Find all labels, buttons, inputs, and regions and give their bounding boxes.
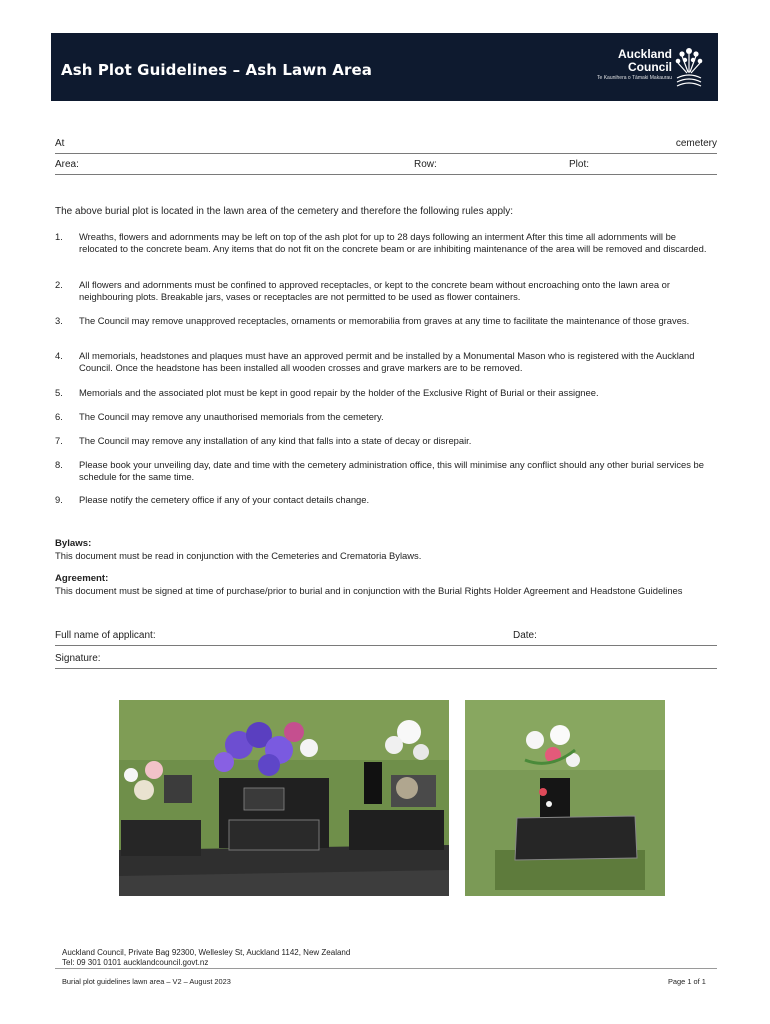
intro-text: The above burial plot is located in the lawn area of the cemetery and therefore the following rules apply: xyxy=(55,206,514,217)
address-line: Auckland Council, Private Bag 92300, Wellesley St, Auckland 1142, New Zealand xyxy=(62,948,351,957)
logo-name-line1: Auckland xyxy=(617,47,672,61)
date-label: Date: xyxy=(513,630,537,641)
at-label: At xyxy=(55,138,65,149)
single-plaque-photo xyxy=(465,700,665,896)
lawn-plaques-photo xyxy=(119,700,449,896)
rule-number: 1. xyxy=(55,231,63,242)
applicant-name-field[interactable] xyxy=(55,627,717,646)
rule-number: 5. xyxy=(55,387,63,398)
logo-tagline: Te Kaunihera o Tāmaki Makaurau xyxy=(597,75,672,81)
pohutukawa-icon xyxy=(674,45,704,91)
bylaws-text: This document must be read in conjunction with the Cemeteries and Crematoria Bylaws. xyxy=(55,550,422,561)
header-banner xyxy=(51,33,718,101)
rule-text: Wreaths, flowers and adornments may be left on top of the ash plot for up to 28 days following an interment After this time all adornments will be relocated to the concrete beam. Any items that do not fit on the concrete beam or are inhibiting maintenance of the area will be removed and discarded. xyxy=(79,231,707,254)
agreement-heading: Agreement: xyxy=(55,573,109,584)
page-number: Page 1 of 1 xyxy=(668,977,706,986)
footer-divider xyxy=(55,968,717,969)
rule-number: 2. xyxy=(55,279,63,290)
rule-text: Memorials and the associated plot must be kept in good repair by the holder of the Exclusive Right of Burial or their assignee. xyxy=(79,387,599,398)
contact-line: Tel: 09 301 0101 aucklandcouncil.govt.nz xyxy=(62,958,209,967)
signature-field[interactable] xyxy=(55,650,717,669)
area-label: Area: xyxy=(55,159,79,170)
rule-number: 6. xyxy=(55,411,63,422)
cemetery-field[interactable] xyxy=(55,135,717,154)
rule-number: 3. xyxy=(55,315,63,326)
rule-text: Please notify the cemetery office if any of your contact details change. xyxy=(79,494,370,505)
council-address xyxy=(62,948,350,968)
document-reference: Burial plot guidelines lawn area – V2 – August 2023 xyxy=(62,977,231,986)
logo-name-line2: Council xyxy=(628,60,672,74)
photo-graphic xyxy=(119,700,449,896)
rule-text: All memorials, headstones and plaques must have an approved permit and be installed by a Monumental Mason who is registered with the Auckland Council. Once the headstone has been installed all wooden crosses and grave markers are to be removed. xyxy=(79,350,695,373)
rule-text: Please book your unveiling day, date and time with the cemetery administration office, this will minimise any conflict should any other burial services be schedule for the same time. xyxy=(79,459,704,482)
rule-number: 4. xyxy=(55,350,63,361)
rule-number: 9. xyxy=(55,494,63,505)
full-name-label: Full name of applicant: xyxy=(55,630,156,641)
row-label: Row: xyxy=(414,159,437,170)
page-title: Ash Plot Guidelines – Ash Lawn Area xyxy=(61,61,372,79)
signature-label: Signature: xyxy=(55,653,101,664)
bylaws-heading: Bylaws: xyxy=(55,538,92,549)
plot-location-field[interactable] xyxy=(55,156,717,175)
rule-number: 7. xyxy=(55,435,63,446)
plot-label: Plot: xyxy=(569,159,590,170)
photo-graphic xyxy=(465,700,665,896)
agreement-text: This document must be signed at time of purchase/prior to burial and in conjunction with the Burial Rights Holder Agreement and Headstone Guidelines xyxy=(55,585,683,596)
rule-text: The Council may remove any unauthorised memorials from the cemetery. xyxy=(79,411,384,422)
rule-text: All flowers and adornments must be confined to approved receptacles, or kept to the concrete beam without encroaching onto the lawn area or neighbouring plots. Breakable jars, vases or receptacles are not permitted to be used as flower containers. xyxy=(79,279,670,302)
auckland-council-logo xyxy=(596,45,704,91)
rule-number: 8. xyxy=(55,459,63,470)
rule-text: The Council may remove any installation of any kind that falls into a state of decay or disrepair. xyxy=(79,435,472,446)
cemetery-label: cemetery xyxy=(675,138,717,149)
rule-text: The Council may remove unapproved receptacles, ornaments or memorabilia from graves at any time to facilitate the maintenance of those graves. xyxy=(79,315,690,326)
